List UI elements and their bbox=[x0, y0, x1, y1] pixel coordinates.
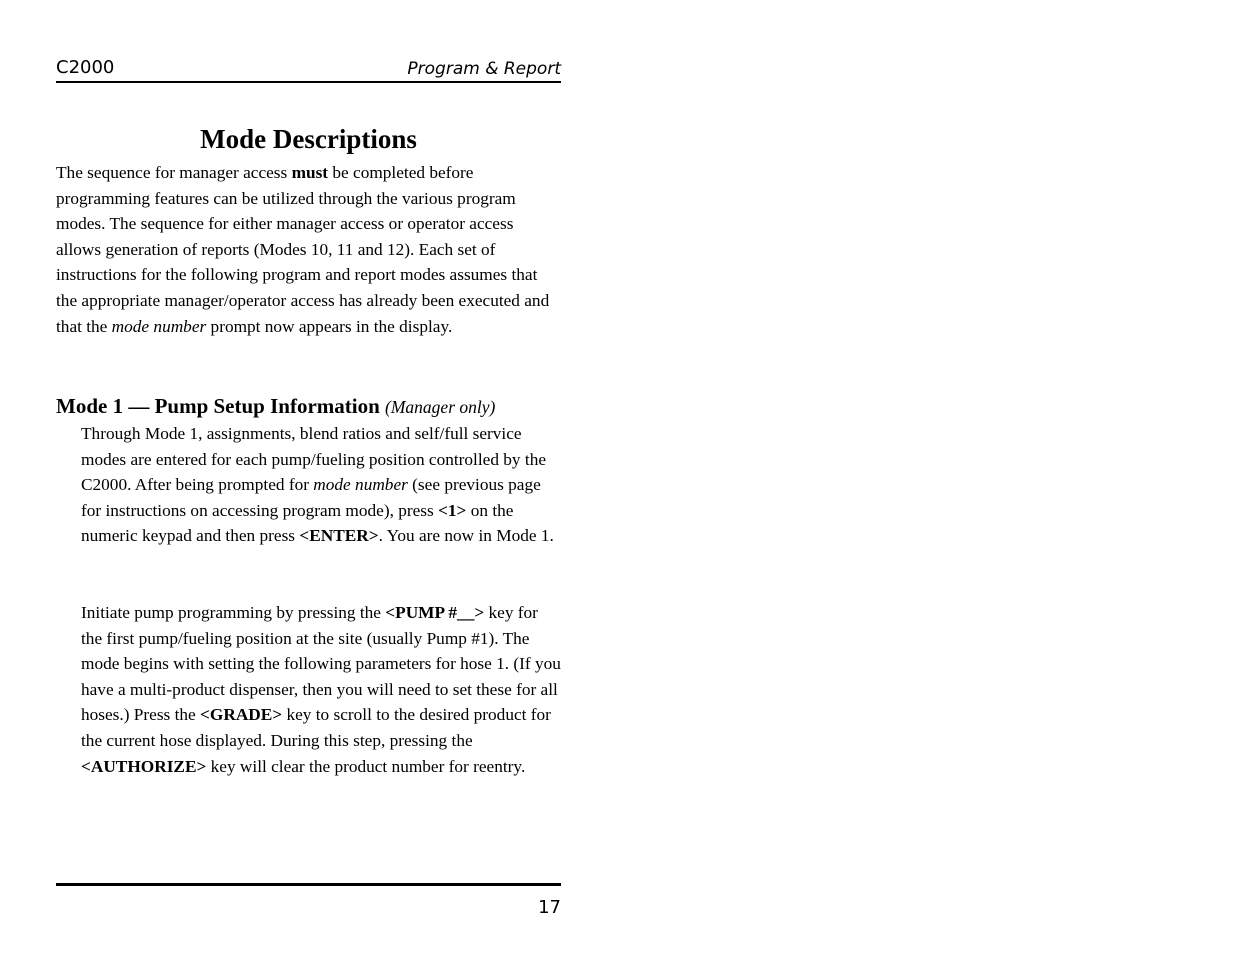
document-page bbox=[56, 0, 561, 954]
page-title: Mode Descriptions bbox=[200, 124, 417, 154]
header-section-name: Program & Report bbox=[407, 59, 561, 79]
para2-key-grade: <GRADE> bbox=[200, 705, 283, 725]
para1-term-mode-number: mode number bbox=[313, 475, 408, 495]
mode1-access-note: (Manager only) bbox=[385, 397, 496, 417]
intro-paragraph bbox=[56, 160, 561, 339]
para2-key-authorize: <AUTHORIZE> bbox=[81, 756, 207, 776]
intro-emphasis-must: must bbox=[291, 163, 329, 182]
para2-text-1: Initiate pump programming by pressing the bbox=[81, 603, 386, 622]
mode1-heading bbox=[56, 392, 576, 421]
mode1-heading-text: Mode 1 — Pump Setup Information bbox=[56, 394, 380, 418]
intro-text-1: The sequence for manager access bbox=[56, 163, 292, 182]
page-number: 17 bbox=[538, 897, 561, 918]
intro-text-3: prompt now appears in the display. bbox=[206, 316, 453, 336]
para1-text-4: . You are now in Mode 1. bbox=[378, 526, 554, 546]
para1-text-1: Through Mode 1, assignments, blend ratios and self/full service modes are entered for each pump/fueling position controlled by the C2000. After being prompted for bbox=[81, 424, 547, 495]
mode1-paragraph-1 bbox=[81, 421, 563, 549]
para1-text-2: (see previous page for instructions on accessing program mode), press bbox=[81, 475, 541, 520]
header-product-name: C2000 bbox=[56, 57, 115, 78]
para1-key-1: <1> bbox=[438, 500, 467, 520]
para2-text-3: key to scroll to the desired product for the current hose displayed. During this step, pressing the bbox=[81, 705, 551, 750]
footer-rule bbox=[56, 883, 561, 886]
intro-text-2: be completed before programming features can be utilized through the various program modes. The sequence for either manager access or operator access allows generation of reports (Modes 10, 11 and 12). Each set of instructions for the following program and report modes assumes that the appropriate manager/operator access has already been executed and that the bbox=[56, 163, 550, 336]
para2-text-2: key for the first pump/fueling position at the site (usually Pump #1). The mode begins with setting the following parameters for hose 1. (If you have a multi-product dispenser, then you will need to set these for all hoses.) Press the bbox=[81, 603, 561, 725]
para1-key-enter: <ENTER> bbox=[299, 526, 379, 546]
mode1-paragraph-2 bbox=[81, 600, 563, 779]
intro-term-mode-number: mode number bbox=[111, 316, 207, 336]
para2-text-4: key will clear the product number for reentry. bbox=[206, 756, 526, 776]
para2-key-pump: <PUMP #__> bbox=[385, 603, 485, 622]
para1-text-3: on the numeric keypad and then press bbox=[81, 500, 514, 546]
running-header bbox=[56, 57, 561, 83]
